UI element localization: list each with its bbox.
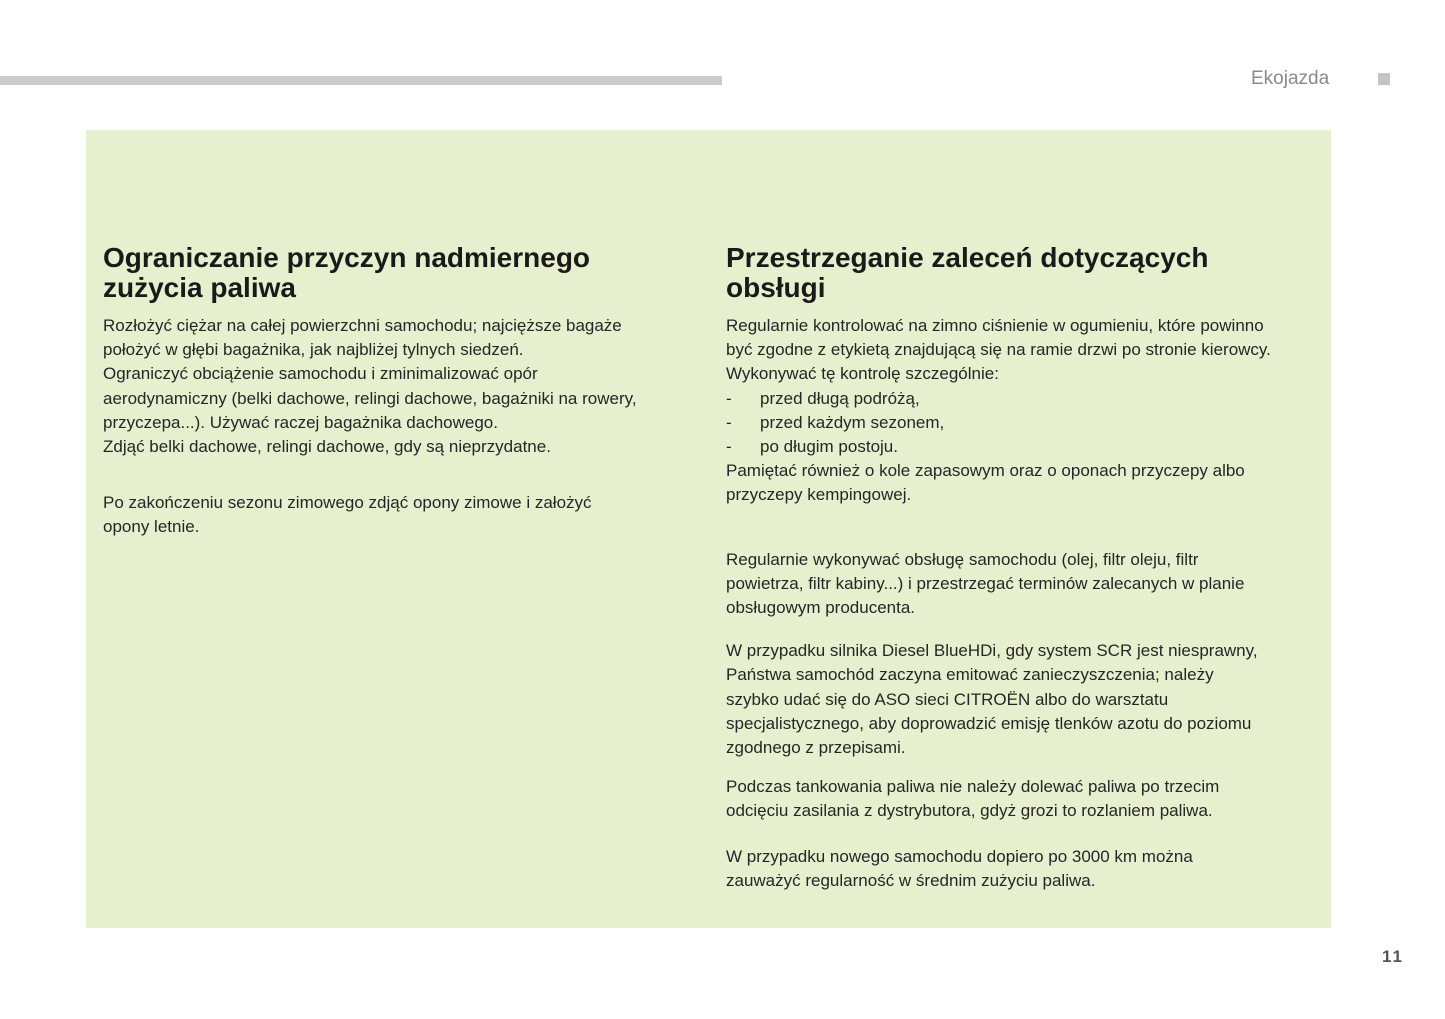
heading-line: Ograniczanie przyczyn nadmiernego: [103, 242, 591, 273]
right-body: [726, 314, 1326, 893]
heading-line: Przestrzeganie zaleceń dotyczących: [726, 242, 1209, 273]
text-line: szybko udać się do ASO sieci CITROËN albo do warsztatu: [726, 689, 1169, 709]
text-line: Regularnie kontrolować na zimno ciśnienie w ogumieniu, które powinno: [726, 316, 1264, 335]
text-line: zauważyć regularność w średnim zużyciu paliwa.: [726, 870, 1096, 890]
section-marker: [1378, 73, 1390, 85]
text-line: Wykonywać tę kontrolę szczególnie:: [726, 364, 999, 384]
text-line: obsługowym producenta.: [726, 598, 916, 618]
paragraph: [726, 314, 1326, 508]
bullet-item: - przed każdym sezonem,: [726, 411, 1326, 435]
heading-line: obsługi: [726, 272, 826, 303]
text-line: Zdjąć belki dachowe, relingi dachowe, gdy są nieprzydatne.: [103, 437, 551, 457]
text-line: Ograniczyć obciążenie samochodu i zminimalizować opór: [103, 364, 538, 384]
header-bar: [0, 76, 722, 85]
text-line: odcięciu zasilania z dystrybutora, gdyż grozi to rozlaniem paliwa.: [726, 801, 1213, 821]
text-line: Rozłożyć ciężar na całej powierzchni samochodu; najcięższe bagaże: [103, 316, 622, 335]
section-title: Ekojazda: [1251, 68, 1330, 89]
bullet-item: - przed długą podróżą,: [726, 387, 1326, 411]
paragraph: [726, 845, 1326, 893]
paragraph: [726, 639, 1326, 760]
paragraph: [103, 314, 703, 459]
paragraph: [726, 548, 1326, 621]
right-heading: [726, 243, 1326, 303]
text-line: aerodynamiczny (belki dachowe, relingi dachowe, bagażniki na rowery,: [103, 388, 637, 408]
text-line: Państwa samochód zaczyna emitować zanieczyszczenia; należy: [726, 665, 1214, 685]
text-line: W przypadku silnika Diesel BlueHDi, gdy system SCR jest niesprawny,: [726, 641, 1258, 661]
text-line: przyczepy kempingowej.: [726, 485, 912, 505]
text-line: być zgodne z etykietą znajdującą się na ramie drzwi po stronie kierowcy.: [726, 340, 1271, 360]
text-line: położyć w głębi bagażnika, jak najbliżej tylnych siedzeń.: [103, 340, 524, 360]
text-line: opony letnie.: [103, 517, 200, 537]
left-heading: [103, 243, 703, 303]
text-line: Pamiętać również o kole zapasowym oraz o oponach przyczepy albo: [726, 461, 1245, 481]
text-line: W przypadku nowego samochodu dopiero po 3000 km można: [726, 846, 1193, 866]
text-line: Po zakończeniu sezonu zimowego zdjąć opony zimowe i założyć: [103, 493, 592, 513]
right-column: [726, 243, 1326, 893]
left-body: [103, 314, 703, 540]
text-line: przyczepa...). Używać raczej bagażnika dachowego.: [103, 412, 498, 432]
left-column: [103, 243, 703, 540]
page-number: 11: [1382, 947, 1404, 966]
paragraph: [103, 491, 703, 539]
text-line: powietrza, filtr kabiny...) i przestrzegać terminów zalecanych w planie: [726, 573, 1245, 593]
paragraph: [726, 775, 1326, 823]
bullet-item: - po długim postoju.: [726, 435, 1326, 459]
text-line: Podczas tankowania paliwa nie należy dolewać paliwa po trzecim: [726, 777, 1220, 797]
text-line: zgodnego z przepisami.: [726, 738, 906, 758]
heading-line: zużycia paliwa: [103, 272, 296, 303]
text-line: specjalistycznego, aby doprowadzić emisję tlenków azotu do poziomu: [726, 713, 1252, 733]
text-line: Regularnie wykonywać obsługę samochodu (olej, filtr oleju, filtr: [726, 549, 1199, 569]
